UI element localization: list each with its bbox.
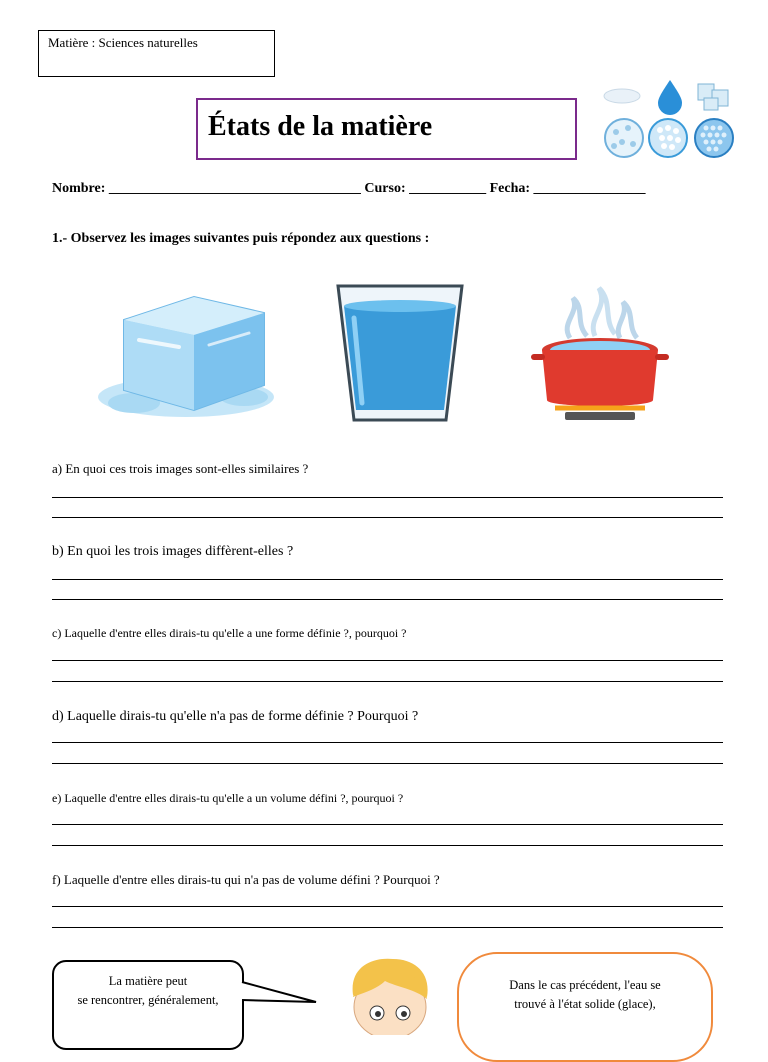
subject-label: Matière : Sciences naturelles [48,35,198,50]
question-a: a) En quoi ces trois images sont-elles similaires ? [52,461,309,476]
bubble-left-line1: La matière peut [108,974,188,988]
child-avatar-icon [335,955,445,1035]
answer-line-a2[interactable] [52,517,723,518]
answer-line-b2[interactable] [52,599,723,600]
bubble-left-line2: se rencontrer, généralement, [77,993,219,1007]
question-c: c) Laquelle d'entre elles dirais-tu qu'elle a une forme définie ?, pourquoi ? [52,626,407,640]
ice-cube-icon [94,285,274,425]
question-f: f) Laquelle d'entre elles dirais-tu qui n'a pas de volume défini ? Pourquoi ? [52,872,440,887]
answer-line-c1[interactable] [52,660,723,661]
glass-of-water-icon [330,278,470,426]
answer-line-b1[interactable] [52,579,723,580]
answer-line-d2[interactable] [52,763,723,764]
student-info-line: Nombre: ____________________________________ Curso: ___________ Fecha: ________________ [52,181,646,196]
question-e: e) Laquelle d'entre elles dirais-tu qu'elle a un volume défini ?, pourquoi ? [52,791,404,805]
question-b: b) En quoi les trois images diffèrent-elles ? [52,544,294,559]
answer-line-d1[interactable] [52,742,723,743]
speech-bubble-left [52,960,244,1050]
speech-tail-icon [240,978,320,1008]
answer-line-a1[interactable] [52,497,723,498]
subject-box [38,30,275,77]
speech-bubble-right [457,952,713,1062]
answer-line-e2[interactable] [52,845,723,846]
title-box [196,98,577,160]
answer-line-f1[interactable] [52,906,723,907]
answer-line-e1[interactable] [52,824,723,825]
answer-line-c2[interactable] [52,681,723,682]
page-title: États de la matière [208,111,433,142]
boiling-pot-icon [525,278,675,423]
bubble-right-line1: Dans le cas précédent, l'eau se [509,978,661,992]
exercise-instruction: 1.- Observez les images suivantes puis répondez aux questions : [52,231,430,246]
states-of-matter-icon [600,76,740,160]
answer-line-f2[interactable] [52,927,723,928]
question-d: d) Laquelle dirais-tu qu'elle n'a pas de forme définie ? Pourquoi ? [52,709,419,724]
bubble-right-line2: trouvé à l'état solide (glace), [514,997,656,1011]
